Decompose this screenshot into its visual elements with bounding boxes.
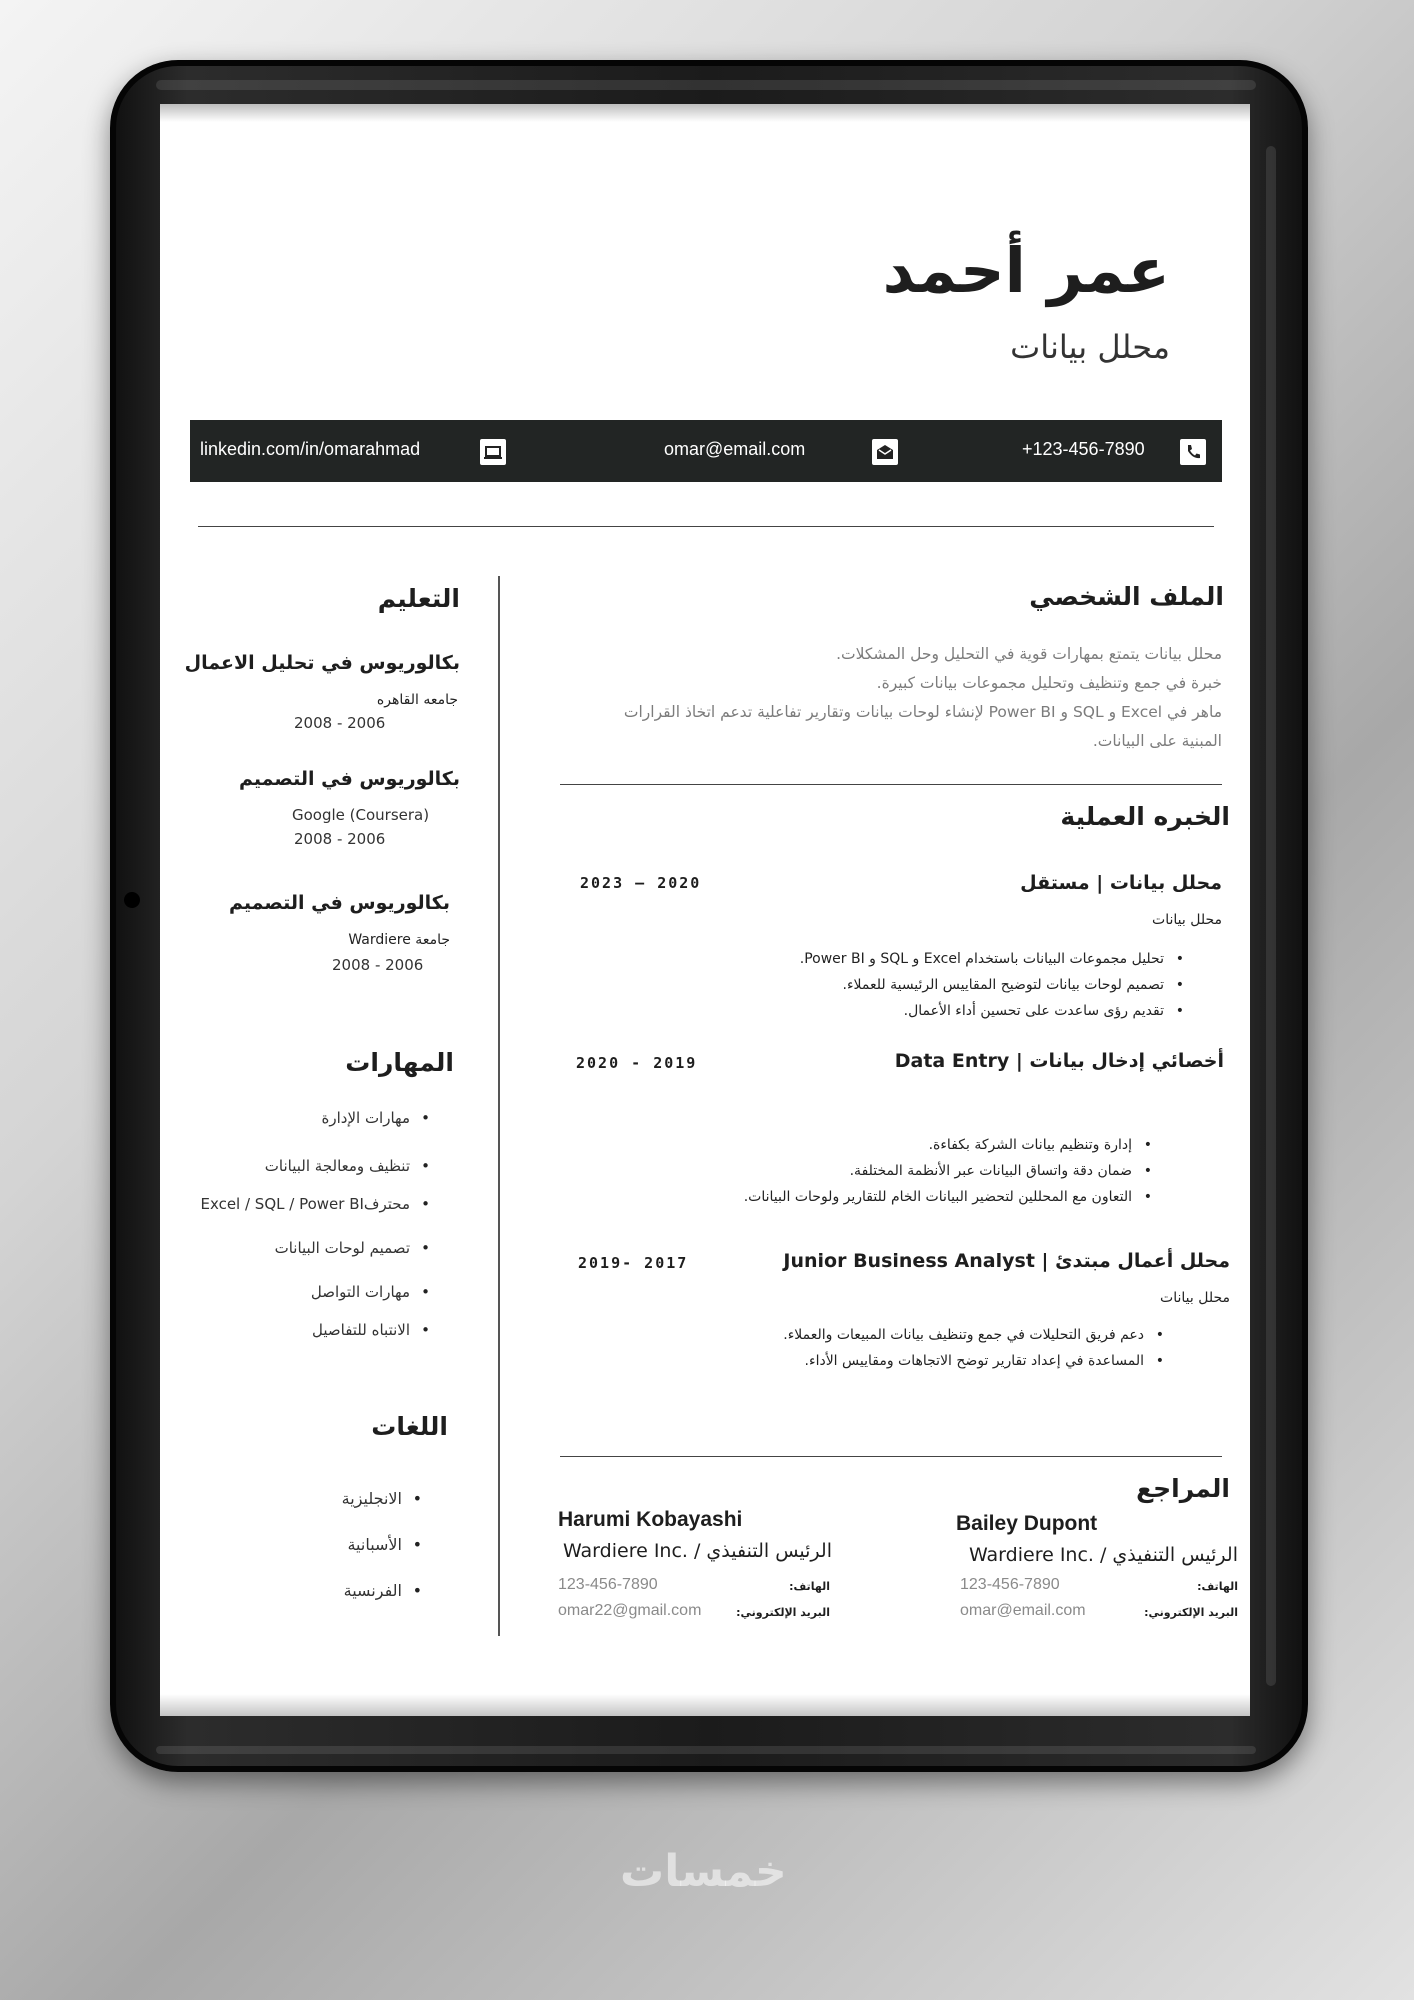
candidate-title: محلل بيانات <box>1010 328 1170 366</box>
degree-title: بكالوريوس في التصميم <box>229 892 450 914</box>
list-item: • تحليل مجموعات البيانات باستخدام Excel و SQL و Power BI. <box>800 946 1164 972</box>
email-link[interactable]: omar@email.com <box>664 439 806 459</box>
camera-dot <box>124 892 140 908</box>
list-item: • المساعدة في إعداد تقارير توضح الاتجاهات ومقاييس الأداء. <box>783 1348 1144 1374</box>
list-item: • الأسبانية <box>342 1522 402 1568</box>
languages-heading: اللغات <box>371 1412 448 1441</box>
profile-line: ماهر في Excel و SQL و Power BI لإنشاء لوحات بيانات وتقارير تفاعلية تدعم اتخاذ القرارات <box>623 703 1222 721</box>
job-subtitle: محلل بيانات <box>1152 912 1222 928</box>
reference-phone: 123-456-7890 <box>558 1576 658 1593</box>
phone-label: الهاتف: <box>789 1580 830 1593</box>
phone-number[interactable]: +123-456-7890 <box>1022 439 1145 459</box>
list-item: • تقديم رؤى ساعدت على تحسين أداء الأعمال. <box>800 998 1164 1024</box>
degree-title: بكالوريوس في تحليل الاعمال <box>184 652 460 674</box>
skills-list <box>200 1108 410 1340</box>
job-bullets <box>800 946 1164 1024</box>
list-item: • مهارات الإدارة <box>200 1108 410 1128</box>
references-heading: المراجع <box>1136 1474 1230 1503</box>
email-label: البريد الإلكتروني: <box>1144 1606 1238 1619</box>
list-item: • الانجليزية <box>342 1476 402 1522</box>
profile-heading: الملف الشخصي <box>1029 582 1224 611</box>
list-item: • إدارة وتنظيم بيانات الشركة بكفاءة. <box>744 1132 1132 1158</box>
reference-phone: 123-456-7890 <box>960 1576 1060 1593</box>
email-label: البريد الإلكتروني: <box>736 1606 830 1619</box>
reference-email[interactable]: omar22@gmail.com <box>558 1602 702 1619</box>
list-item: • دعم فريق التحليلات في جمع وتنظيف بيانات المبيعات والعملاء. <box>783 1322 1144 1348</box>
degree-years: 2008 - 2006 <box>332 956 424 974</box>
list-item: • تصميم لوحات البيانات <box>200 1238 410 1258</box>
job-title: محلل بيانات | مستقل <box>1020 872 1222 894</box>
job-subtitle: محلل بيانات <box>1160 1290 1230 1306</box>
reference-name: Bailey Dupont <box>956 1512 1098 1535</box>
reference-email[interactable]: omar@email.com <box>960 1602 1086 1619</box>
reference-position: الرئيس التنفيذي / .Wardiere Inc <box>562 1540 832 1562</box>
list-item: • محترفExcel / SQL / Power BI <box>200 1194 410 1214</box>
reference-position: الرئيس التنفيذي / .Wardiere Inc <box>968 1544 1238 1566</box>
languages-list <box>342 1476 402 1614</box>
contact-bar <box>190 420 1222 482</box>
list-item: • تصميم لوحات بيانات لتوضيح المقاييس الرئيسية للعملاء. <box>800 972 1164 998</box>
job-title: محلل أعمال مبتدئ | Junior Business Analyst <box>783 1250 1230 1272</box>
job-dates: 2020 - 2019 <box>576 1054 698 1072</box>
education-heading: التعليم <box>377 584 460 613</box>
job-bullets <box>783 1322 1144 1374</box>
phone-label: الهاتف: <box>1197 1580 1238 1593</box>
profile-line: خبرة في جمع وتنظيف وتحليل مجموعات بيانات كبيرة. <box>876 674 1222 692</box>
header-divider <box>198 526 1214 527</box>
list-item: • مهارات التواصل <box>200 1282 410 1302</box>
degree-title: بكالوريوس في التصميم <box>239 768 460 790</box>
list-item: • ضمان دقة واتساق البيانات عبر الأنظمة المختلفة. <box>744 1158 1132 1184</box>
list-item: • التعاون مع المحللين لتحضير البيانات الخام للتقارير ولوحات البيانات. <box>744 1184 1132 1210</box>
degree-years: 2008 - 2006 <box>294 714 386 732</box>
job-bullets <box>744 1132 1132 1210</box>
experience-heading: الخبره العملية <box>1060 802 1230 831</box>
list-item: • تنظيف ومعالجة البيانات <box>200 1156 410 1176</box>
list-item: • الفرنسية <box>342 1568 402 1614</box>
resume-page <box>160 104 1250 1716</box>
list-item: • الانتباه للتفاصيل <box>200 1320 410 1340</box>
watermark-logo: خمسات <box>620 1846 787 1897</box>
profile-line: المبنية على البيانات. <box>1092 732 1222 750</box>
laptop-icon <box>480 439 506 465</box>
column-divider <box>498 576 500 1636</box>
degree-years: 2008 - 2006 <box>294 830 386 848</box>
profile-line: محلل بيانات يتمتع بمهارات قوية في التحليل وحل المشكلات. <box>836 645 1222 663</box>
job-title: أخصائي إدخال بيانات | Data Entry <box>894 1050 1224 1072</box>
skills-heading: المهارات <box>345 1048 454 1077</box>
experience-divider <box>560 1456 1222 1457</box>
phone-icon <box>1180 439 1206 465</box>
candidate-name: عمر أحمد <box>882 234 1170 307</box>
job-dates: 2023 – 2020 <box>580 874 702 892</box>
school-name: جامعة Wardiere <box>348 932 450 948</box>
linkedin-link[interactable]: linkedin.com/in/omarahmad <box>200 439 421 459</box>
envelope-icon <box>872 439 898 465</box>
profile-summary <box>582 640 1222 756</box>
school-name: جامعه القاهره <box>376 692 458 708</box>
reference-name: Harumi Kobayashi <box>558 1508 743 1531</box>
job-dates: 2019- 2017 <box>578 1254 689 1272</box>
school-name: Google (Coursera) <box>292 806 430 824</box>
profile-divider <box>560 784 1222 785</box>
